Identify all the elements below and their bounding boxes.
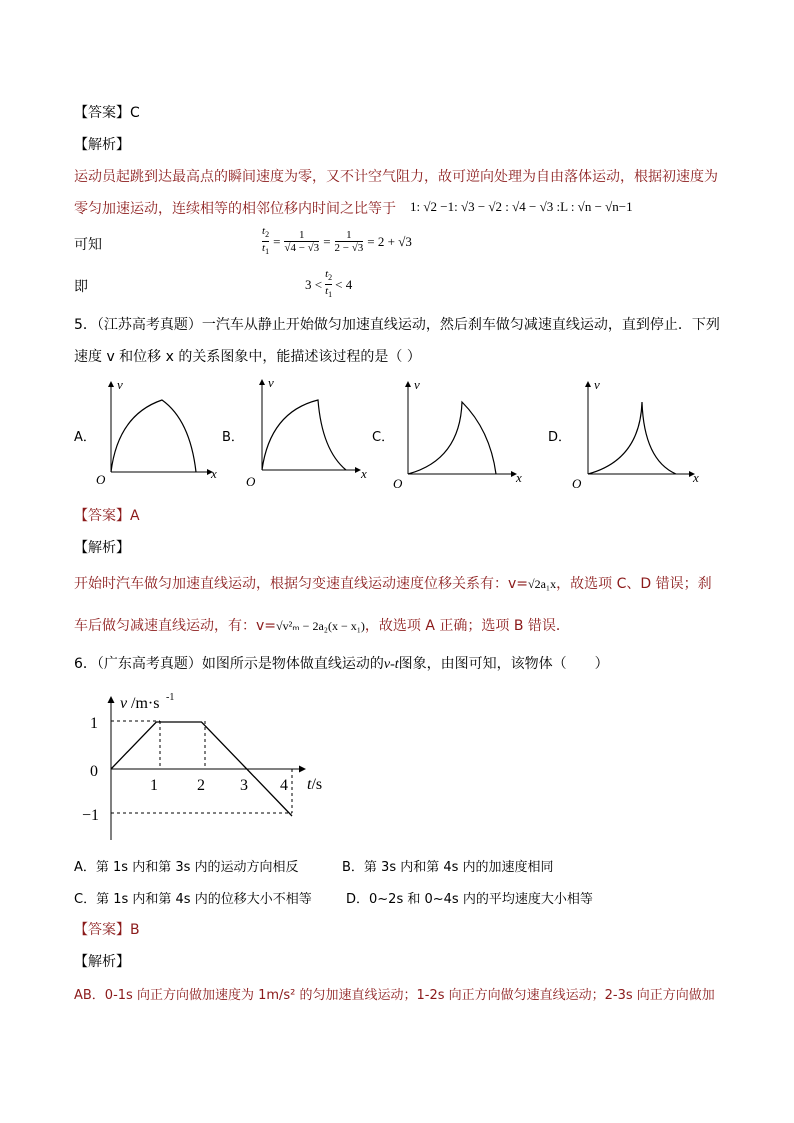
axis-x-label: x <box>361 466 367 481</box>
axis-x-label: x <box>693 470 699 485</box>
option-c-label: C． <box>372 430 395 445</box>
tick-y-1: 1 <box>90 715 98 732</box>
y-axis-label: v <box>120 695 128 712</box>
inequality: 3 < $\frac{t_2}{t_1}$ < 4 <box>305 268 353 300</box>
origin-label: O <box>246 474 256 489</box>
question-6-text: 6．（广东高考真题）如图所示是物体做直线运动的v-t图象，由图可知，该物体（ ） <box>74 656 609 672</box>
fraction-t2-t1: $\frac{t_2}{t_1}$ <box>262 225 270 257</box>
fraction-t2-t1-ineq: $\frac{t_2}{t_1}$ <box>325 268 333 300</box>
tick-y-neg1: −1 <box>82 807 100 824</box>
answer-label: 【答案】 <box>74 105 130 121</box>
axis-v-label: v <box>414 377 420 392</box>
y-axis-unit-sup: -1 <box>166 692 175 703</box>
x-axis-label: t/s <box>307 776 323 793</box>
axis-x-label: x <box>516 470 522 485</box>
answer-value: B <box>130 922 140 938</box>
answer-label: 【答案】 <box>74 922 130 938</box>
analysis-label-1: 【解析】 <box>74 137 130 153</box>
origin-label: O <box>393 476 403 491</box>
answer-value: C <box>130 105 140 121</box>
axis-v-label: v <box>268 375 274 390</box>
axis-v-label: v <box>594 377 600 392</box>
analysis-text-1b: 零匀加速运动，连续相等的相邻位移内时间之比等于 <box>74 201 396 217</box>
ratio-equation: $\frac{t_2}{t_1}$ = $\frac{1}{√4 - √3}$ = $\frac{1}{2 - √3}$ = 2 + √3 <box>262 225 412 257</box>
option-6c: C．第 1s 内和第 4s 内的位移大小不相等 <box>74 892 312 907</box>
fraction-one-over-sqrt: $\frac{1}{√4 - √3}$ <box>284 228 320 254</box>
y-axis-unit: /m·s <box>131 695 160 712</box>
tick-x-3: 3 <box>240 777 248 794</box>
question-5-line2: 速度 v 和位移 x 的关系图象中，能描述该过程的是（ ） <box>74 349 421 365</box>
axis-x-label: x <box>211 466 217 481</box>
question-5-line1: 5．（江苏高考真题）一汽车从静止开始做匀加速直线运动，然后刹车做匀减速直线运动，直到停止．下列 <box>74 317 720 333</box>
option-b-label: B． <box>222 430 244 445</box>
tick-x-2: 2 <box>197 777 205 794</box>
ji-text: 即 <box>74 279 88 295</box>
option-d-label: D． <box>548 430 572 445</box>
origin-label: O <box>572 476 582 491</box>
analysis-text-3: AB．0-1s 向正方向做加速度为 1m/s² 的匀加速直线运动；1-2s 向正方向做匀速直线运动；2-3s 向正方向做加 <box>74 988 715 1003</box>
option-6a: A．第 1s 内和第 3s 内的运动方向相反 <box>74 860 299 875</box>
tick-y-0: 0 <box>90 763 98 780</box>
axis-v-label: v <box>117 377 123 392</box>
tick-x-1: 1 <box>150 777 158 794</box>
option-6d: D．0~2s 和 0~4s 内的平均速度大小相等 <box>346 892 593 907</box>
kezhi-text: 可知 <box>74 237 102 253</box>
analysis-text-2b: 车后做匀减速直线运动，有：v=√v²ₘ − 2a₂(x − x₁)，故选项 A 正确；选项 B 错误． <box>74 618 570 634</box>
time-ratio-formula: 1: √2 −1: √3 − √2 : √4 − √3 :L : √n − √n−1 <box>410 199 633 214</box>
analysis-text-1a: 运动员起跳到达最高点的瞬间速度为零，又不计空气阻力，故可逆向处理为自由落体运动，根据初速度为 <box>74 169 718 185</box>
option-6b: B．第 3s 内和第 4s 内的加速度相同 <box>342 860 554 875</box>
answer-value: A <box>130 508 140 524</box>
answer-label: 【答案】 <box>74 508 130 524</box>
analysis-label-3: 【解析】 <box>74 954 130 970</box>
guide-lines <box>111 721 292 813</box>
tick-x-4: 4 <box>280 777 288 794</box>
origin-label: O <box>96 472 106 487</box>
option-a-label: A． <box>74 430 96 445</box>
analysis-label-2: 【解析】 <box>74 540 130 556</box>
fraction-one-over-two: $\frac{1}{2 - √3}$ <box>334 228 364 254</box>
answer-line-3 <box>74 919 140 939</box>
analysis-text-2a: 开始时汽车做匀加速直线运动，根据匀变速直线运动速度位移关系有：v=√2a₁x，故选项 C、D 错误；刹 <box>74 576 712 592</box>
